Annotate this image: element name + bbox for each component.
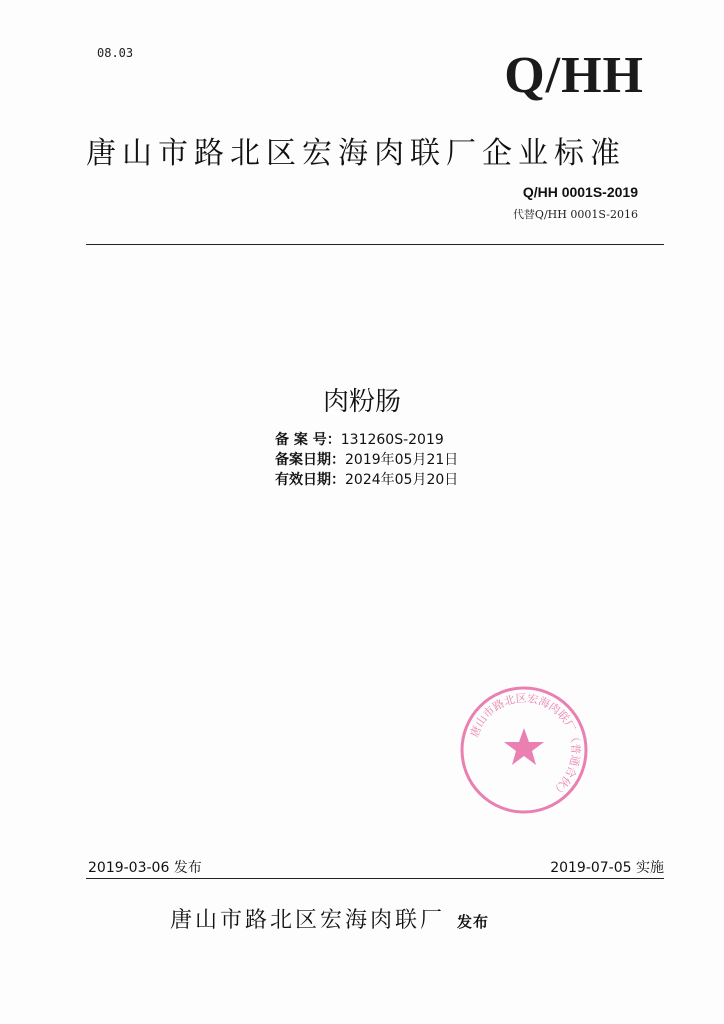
seal-text: 唐山市路北区宏海肉联厂（普通合伙） xyxy=(467,691,583,799)
filing-number-value: 131260S-2019 xyxy=(340,432,444,448)
publisher-name: 唐山市路北区宏海肉联厂 xyxy=(170,908,446,933)
valid-date-label: 有效日期： xyxy=(275,472,345,488)
filing-info xyxy=(275,430,458,490)
product-title: 肉粉肠 xyxy=(322,387,401,417)
org-standard-title: 唐山市路北区宏海肉联厂企业标准 xyxy=(86,136,626,171)
standard-mark: Q/HH xyxy=(504,47,644,104)
standard-number: Q/HH 0001S-2019 xyxy=(522,184,638,200)
footer-divider xyxy=(86,878,664,879)
publisher-line xyxy=(170,903,489,934)
classification-code: 08.03 xyxy=(97,46,134,60)
valid-date-value: 2024年05月20日 xyxy=(345,472,459,488)
implementation-date: 2019-07-05 实施 xyxy=(550,860,664,876)
valid-date-row xyxy=(275,470,458,490)
replaces-standard: 代替Q/HH 0001S-2016 xyxy=(512,208,638,221)
filing-date-value: 2019年05月21日 xyxy=(345,452,459,468)
filing-number-label: 备 案 号： xyxy=(275,432,341,448)
filing-date-row xyxy=(275,450,458,470)
official-seal-stamp xyxy=(458,684,590,816)
issue-date: 2019-03-06 发布 xyxy=(88,860,202,876)
header-divider xyxy=(86,244,664,245)
seal-star-icon xyxy=(504,728,544,765)
publish-action: 发布 xyxy=(457,913,490,931)
filing-date-label: 备案日期： xyxy=(275,452,345,468)
filing-number-row xyxy=(275,430,458,450)
